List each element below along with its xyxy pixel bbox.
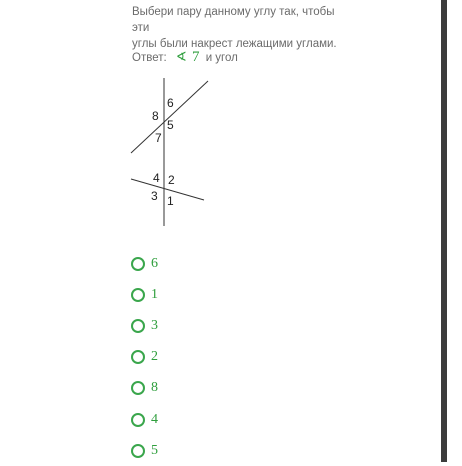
- angle-icon: ∢: [175, 49, 187, 64]
- scrollbar[interactable]: [441, 0, 447, 462]
- question-line-2: углы были накрест лежащими углами.: [132, 38, 337, 50]
- question-text: [132, 4, 342, 52]
- option-label: 1: [151, 286, 158, 302]
- answer-options: [131, 248, 158, 466]
- radio-icon[interactable]: [131, 319, 145, 333]
- given-angle: 7: [191, 49, 200, 65]
- option-8[interactable]: [131, 373, 158, 404]
- angle-label-6: 6: [167, 96, 174, 110]
- angle-label-8: 8: [152, 109, 159, 123]
- option-5[interactable]: [131, 435, 158, 466]
- angle-label-5: 5: [167, 118, 174, 132]
- option-6[interactable]: [131, 248, 158, 279]
- answer-suffix: и угол: [205, 52, 238, 64]
- angles-diagram: [120, 70, 220, 230]
- option-label: 2: [151, 349, 158, 365]
- option-4[interactable]: [131, 404, 158, 435]
- answer-line: [132, 49, 238, 66]
- question-line-1: Выбери пару данному углу так, чтобы эти: [132, 6, 335, 34]
- angle-label-4: 4: [153, 171, 160, 185]
- angle-label-3: 3: [151, 189, 158, 203]
- option-3[interactable]: [131, 310, 158, 341]
- answer-label: Ответ:: [132, 52, 167, 64]
- option-2[interactable]: [131, 342, 158, 373]
- radio-icon[interactable]: [131, 288, 145, 302]
- option-label: 5: [151, 442, 158, 458]
- option-label: 4: [151, 411, 158, 427]
- angle-label-1: 1: [167, 194, 174, 208]
- radio-icon[interactable]: [131, 413, 145, 427]
- option-label: 3: [151, 317, 158, 333]
- option-1[interactable]: [131, 279, 158, 310]
- option-label: 8: [151, 380, 158, 396]
- angle-label-2: 2: [168, 173, 175, 187]
- angle-label-7: 7: [155, 131, 162, 145]
- radio-icon[interactable]: [131, 381, 145, 395]
- radio-icon[interactable]: [131, 257, 145, 271]
- radio-icon[interactable]: [131, 444, 145, 458]
- radio-icon[interactable]: [131, 350, 145, 364]
- top-line: [131, 81, 208, 153]
- option-label: 6: [151, 255, 158, 271]
